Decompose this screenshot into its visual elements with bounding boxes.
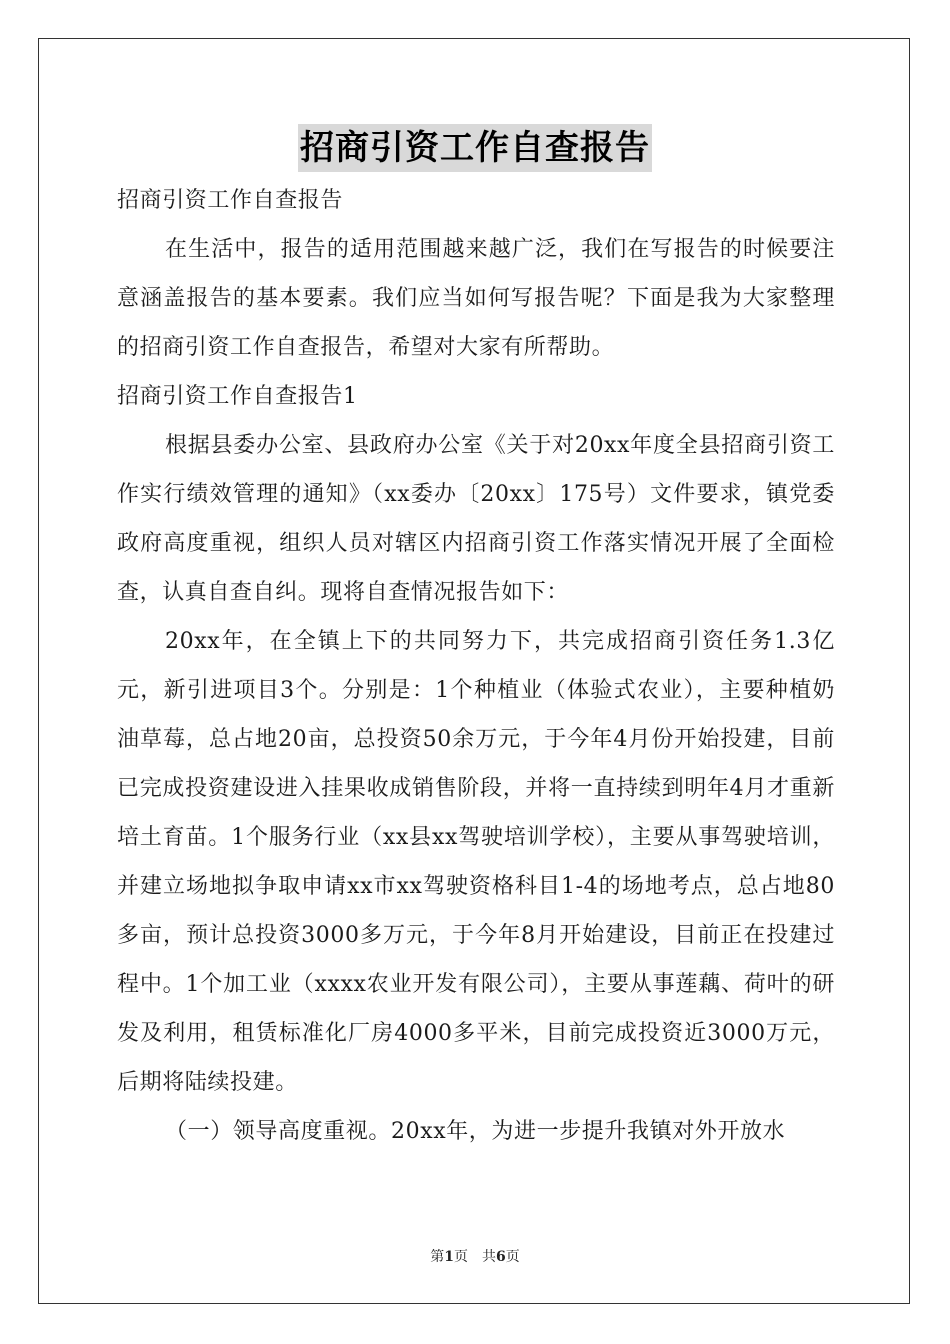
- paragraph-subtitle: 招商引资工作自查报告: [117, 188, 344, 213]
- document-body: [117, 176, 835, 1156]
- paragraph-leadership: （一）领导高度重视。20xx年，为进一步提升我镇对外开放水: [165, 1119, 786, 1144]
- paragraph-intro: 在生活中，报告的适用范围越来越广泛，我们在写报告的时候要注意涵盖报告的基本要素。我们应当如何写报告呢？下面是我为大家整理的招商引资工作自查报告，希望对大家有所帮助。: [117, 237, 835, 360]
- footer-total-pages: 6: [496, 1249, 506, 1265]
- title-container: [0, 124, 950, 172]
- page-footer: [0, 1246, 950, 1266]
- paragraph-basis: 根据县委办公室、县政府办公室《关于对20xx年度全县招商引资工作实行绩效管理的通知》（xx委办〔20xx〕175号）文件要求，镇党委政府高度重视，组织人员对辖区内招商引资工作落实情况开展了全面检查，认真自查自纠。现将自查情况报告如下：: [117, 433, 835, 605]
- paragraph-projects: 20xx年，在全镇上下的共同努力下，共完成招商引资任务1.3亿元，新引进项目3个。分别是：1个种植业（体验式农业），主要种植奶油草莓，总占地20亩，总投资50余万元，于今年4月份开始投建，目前已完成投资建设进入挂果收成销售阶段，并将一直持续到明年4月才重新培土育苗。1个服务行业（xx县xx驾驶培训学校），主要从事驾驶培训，并建立场地拟争取申请xx市xx驾驶资格科目1-4的场地考点，总占地80多亩，预计总投资3000多万元，于今年8月开始建设，目前正在投建过程中。1个加工业（xxxx农业开发有限公司），主要从事莲藕、荷叶的研发及利用，租赁标准化厂房4000多平米，目前完成投资近3000万元，后期将陆续投建。: [117, 629, 835, 1095]
- footer-page-number: 1: [444, 1249, 454, 1265]
- document-title: 招商引资工作自查报告: [298, 124, 652, 172]
- footer-total-suffix: 页: [505, 1249, 520, 1265]
- footer-page-suffix: 页 共: [454, 1249, 496, 1265]
- footer-page-prefix: 第: [430, 1249, 445, 1265]
- paragraph-section-heading: 招商引资工作自查报告1: [117, 384, 358, 409]
